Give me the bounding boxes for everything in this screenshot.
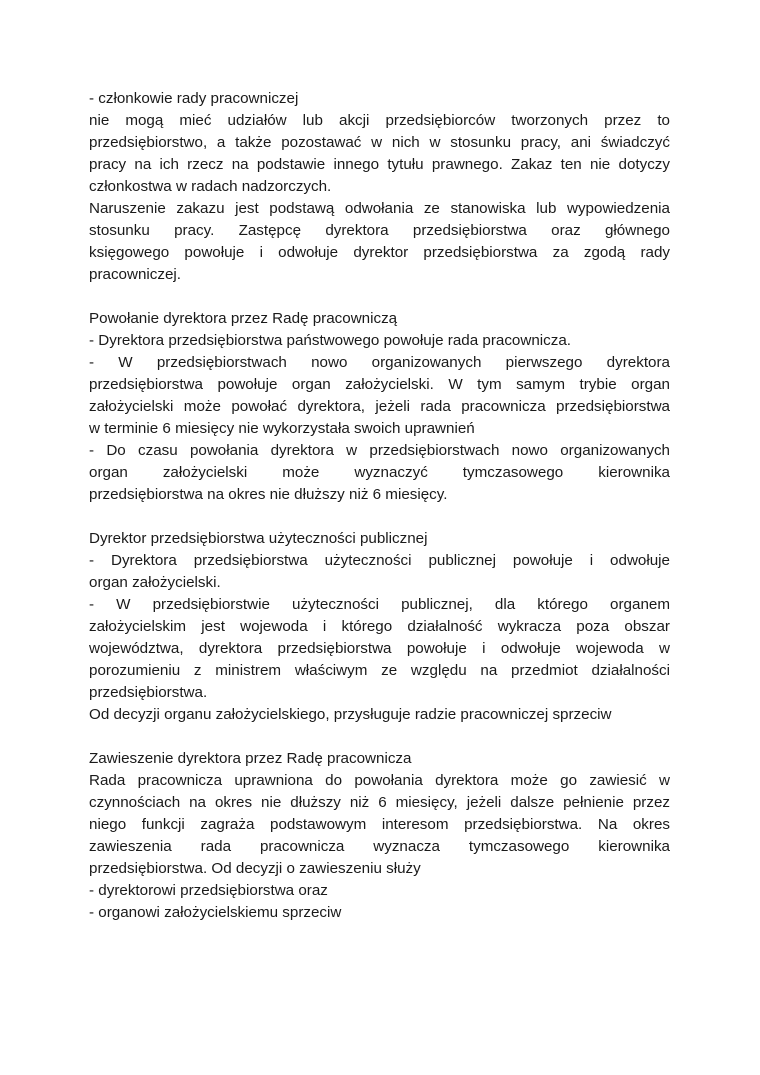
text-line: organ założycielski. — [89, 574, 221, 591]
text-line: założycielski może powołać dyrektora, jeżeli rada pracownicza przedsiębiorstwa — [89, 398, 670, 415]
text-line: - Do czasu powołania dyrektora w przedsiębiorstwach nowo organizowanych — [89, 442, 670, 459]
text-line: - członkowie rady pracowniczej — [89, 90, 299, 107]
section-4 — [89, 748, 670, 924]
text-line: pracowniczej. — [89, 266, 182, 283]
text-line: - organowi założycielskiemu sprzeciw — [89, 904, 342, 921]
text-line: przedsiębiorstwa na okres nie dłuższy niż 6 miesięcy. — [89, 486, 448, 503]
paragraph-gap — [89, 726, 670, 748]
paragraph-gap — [89, 506, 670, 528]
text-line: - Dyrektora przedsiębiorstwa użyteczności publicznej powołuje i odwołuje — [89, 552, 670, 569]
section-2 — [89, 308, 670, 506]
text-line: przedsiębiorstwa. Od decyzji o zawieszeniu służy — [89, 860, 421, 877]
text-line: - dyrektorowi przedsiębiorstwa oraz — [89, 882, 328, 899]
text-line: w terminie 6 miesięcy nie wykorzystała swoich uprawnień — [89, 420, 475, 437]
text-line: przedsiębiorstwo, a także pozostawać w nich w stosunku pracy, ani świadczyć — [89, 134, 670, 151]
text-line: województwa, dyrektora przedsiębiorstwa powołuje i odwołuje wojewoda w — [89, 640, 670, 657]
text-line: Rada pracownicza uprawniona do powołania dyrektora może go zawiesić w — [89, 772, 670, 789]
text-line: czynnościach na okres nie dłuższy niż 6 miesięcy, jeżeli dalsze pełnienie przez — [89, 794, 670, 811]
text-line: zawieszenia rada pracownicza wyznacza tymczasowego kierownika — [89, 838, 670, 855]
text-line: Powołanie dyrektora przez Radę pracowniczą — [89, 310, 398, 327]
text-line: - Dyrektora przedsiębiorstwa państwowego powołuje rada pracownicza. — [89, 332, 572, 349]
text-line: niego funkcji zagraża podstawowym interesom przedsiębiorstwa. Na okres — [89, 816, 670, 833]
text-line: członkostwa w radach nadzorczych. — [89, 178, 332, 195]
section-3 — [89, 528, 670, 726]
text-line: porozumieniu z ministrem właściwym ze względu na przedmiot działalności — [89, 662, 670, 679]
text-line: organ założycielski może wyznaczyć tymczasowego kierownika — [89, 464, 670, 481]
text-line: przedsiębiorstwa. — [89, 684, 208, 701]
text-line: przedsiębiorstwa powołuje organ założycielski. W tym samym trybie organ — [89, 376, 670, 393]
text-line: Dyrektor przedsiębiorstwa użyteczności publicznej — [89, 530, 428, 547]
text-line: Od decyzji organu założycielskiego, przysługuje radzie pracowniczej sprzeciw — [89, 706, 612, 723]
text-line: pracy na ich rzecz na podstawie innego tytułu prawnego. Zakaz ten nie dotyczy — [89, 156, 670, 173]
text-line: założycielskim jest wojewoda i którego działalność wykracza poza obszar — [89, 618, 670, 635]
paragraph-gap — [89, 286, 670, 308]
text-line: Zawieszenie dyrektora przez Radę pracownicza — [89, 750, 412, 767]
text-line: stosunku pracy. Zastępcę dyrektora przedsiębiorstwa oraz głównego — [89, 222, 670, 239]
text-line: księgowego powołuje i odwołuje dyrektor przedsiębiorstwa za zgodą rady — [89, 244, 670, 261]
text-line: nie mogą mieć udziałów lub akcji przedsiębiorców tworzonych przez to — [89, 112, 670, 129]
text-line: Naruszenie zakazu jest podstawą odwołania ze stanowiska lub wypowiedzenia — [89, 200, 670, 217]
section-1 — [89, 88, 670, 286]
document-page — [89, 88, 670, 924]
text-line: - W przedsiębiorstwach nowo organizowanych pierwszego dyrektora — [89, 354, 670, 371]
text-line: - W przedsiębiorstwie użyteczności publicznej, dla którego organem — [89, 596, 670, 613]
